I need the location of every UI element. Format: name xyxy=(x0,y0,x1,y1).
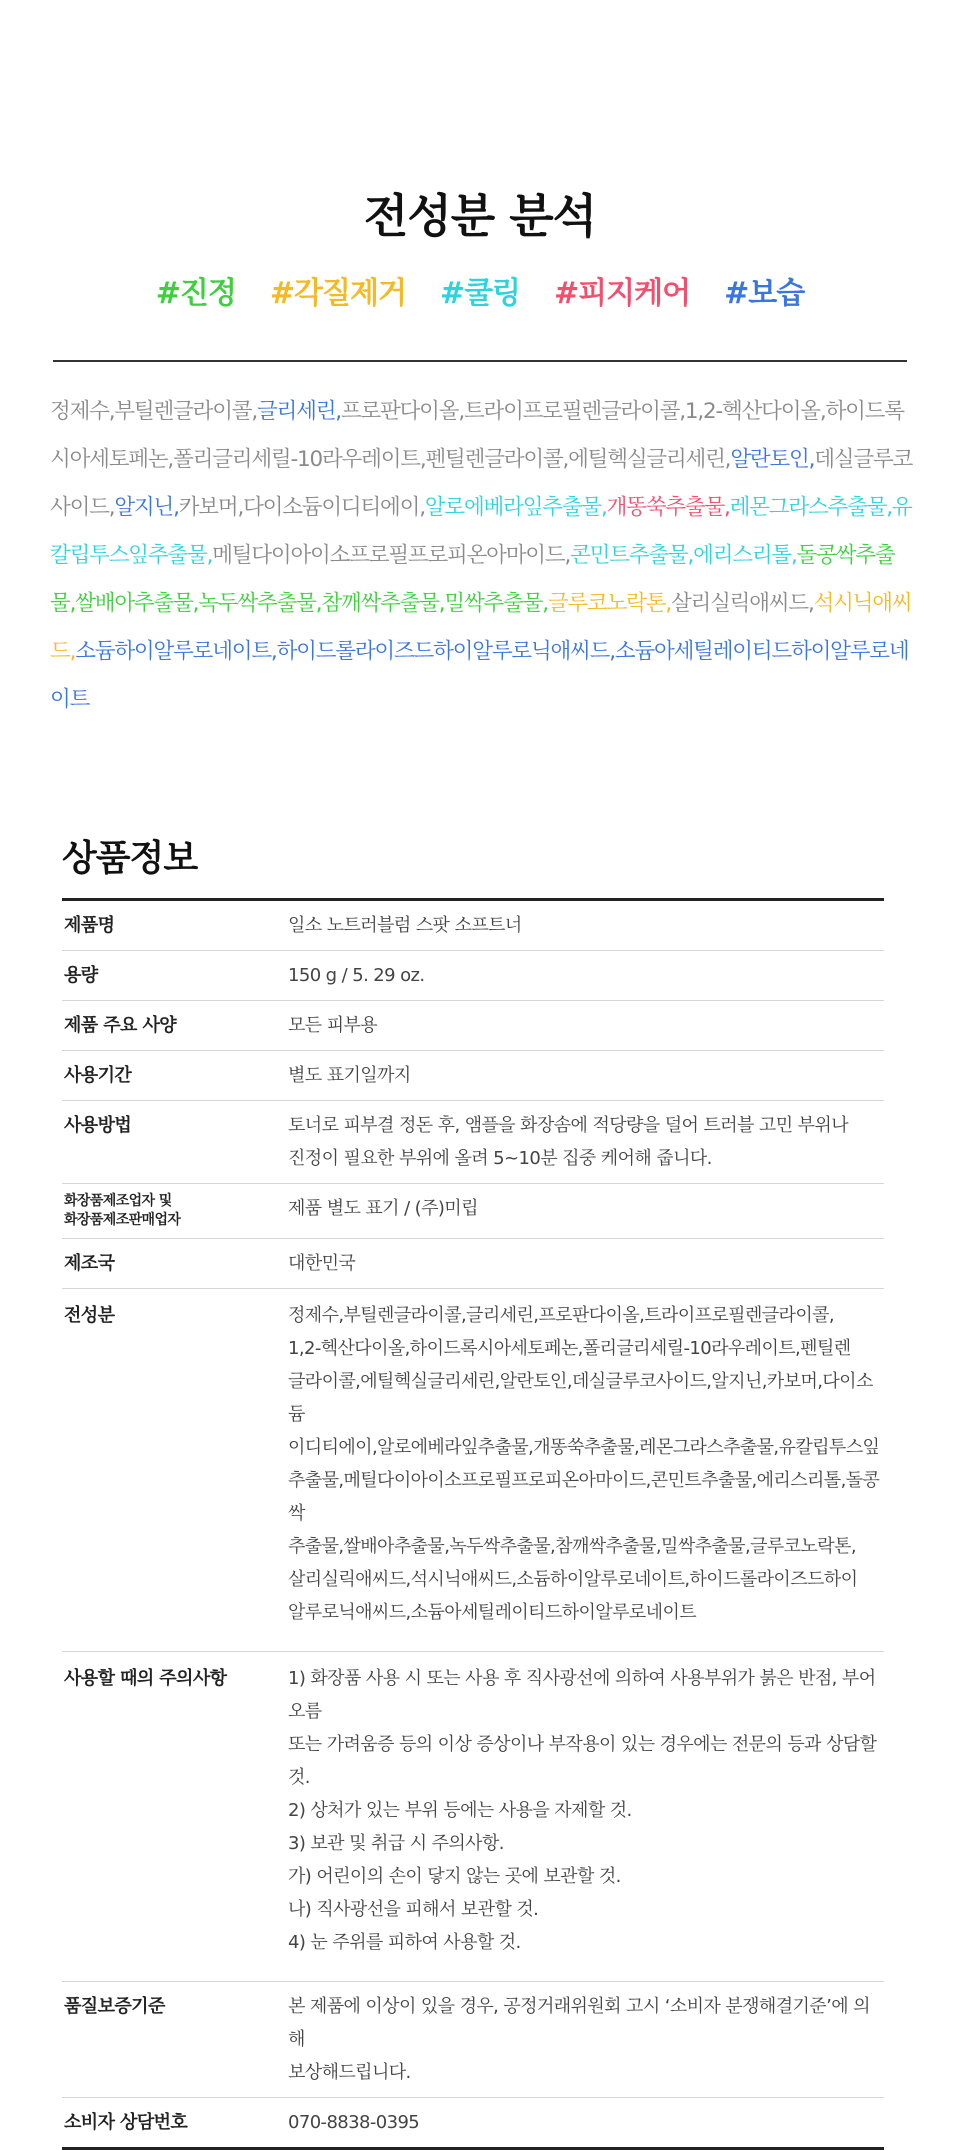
info-value xyxy=(288,1239,884,1289)
info-label: 제품 주요 사양 xyxy=(62,1001,288,1051)
ingredient: 트라이프로필렌글라이콜 xyxy=(463,399,680,424)
ingredient-analysis-text: 정제수,부틸렌글라이콜,글리세린,프로판다이올,트라이프로필렌글라이콜,1,2-헥산다이올,하이드록시아세토페논,폴리글리세릴-10라우레이트,펜틸렌글라이콜,에틸헥실글리세린,알란토인,데실글루코사이드,알지닌,카보머,다이소듐이디티에이,알로에베라잎추출물,개똥쑥추출물,레몬그라스추출물,유칼립투스잎추출물,메틸다이아이소프로필프로피온아마이드,콘민트추출물,에리스리톨,돌콩싹추출물,쌀배아추출물,녹두싹추출물,참깨싹추출물,밀싹추출물,글루코노락톤,살리실릭애씨드,석시닉애씨드,소듐하이알루로네이트,하이드롤라이즈드하이알루로닉애씨드,소듐아세틸레이티드하이알루로네이트 xyxy=(50,399,913,712)
info-value-line: 진정이 필요한 부위에 올려 5~10분 집중 케어해 줍니다. xyxy=(288,1148,712,1169)
benefit-tag: #진정 xyxy=(155,276,236,311)
info-value-line: 4) 눈 주위를 피하여 사용할 것. xyxy=(288,1932,521,1953)
info-value-line: 1,2-헥산다이올,하이드록시아세토페논,폴리글리세릴-10라우레이트,펜틸렌 xyxy=(288,1338,851,1359)
ingredient: 프로판다이올 xyxy=(340,399,459,424)
info-label-line: 화장품제조판매업자 xyxy=(64,1212,181,1228)
info-value-line: 150 g / 5. 29 oz. xyxy=(288,965,425,986)
info-row xyxy=(62,1001,884,1051)
ingredient: 레몬그라스추출물 xyxy=(729,495,887,520)
ingredient: 펜틸렌글라이콜 xyxy=(425,447,563,472)
ingredient: 알지닌 xyxy=(114,495,174,520)
ingredient: 폴리글리세릴-10라우레이트 xyxy=(173,447,420,472)
benefit-tag: #쿨링 xyxy=(439,276,521,311)
info-value-line: 살리실릭애씨드,석시닉애씨드,소듐하이알루로네이트,하이드롤라이즈드하이 xyxy=(288,1569,858,1590)
info-value-line: 나) 직사광선을 피해서 보관할 것. xyxy=(288,1899,539,1920)
ingredient: 정제수 xyxy=(50,399,109,424)
info-value-line: 070-8838-0395 xyxy=(288,2112,420,2133)
info-value xyxy=(288,2098,884,2149)
info-label: 소비자 상담번호 xyxy=(64,2112,188,2133)
info-row xyxy=(62,1051,884,1101)
info-value-line: 알루로닉애씨드,소듐아세틸레이티드하이알루로네이트 xyxy=(288,1602,697,1623)
info-value-line: 일소 노트러블럼 스팟 소프트너 xyxy=(288,915,522,936)
info-value xyxy=(288,1184,884,1239)
info-value xyxy=(288,1101,884,1184)
info-value-line: 3) 보관 및 취급 시 주의사항. xyxy=(288,1833,504,1854)
info-label: 사용방법 xyxy=(62,1101,288,1184)
info-value xyxy=(288,1001,884,1051)
ingredient: 1,2-헥산다이올 xyxy=(684,399,820,424)
benefit-tags xyxy=(0,268,960,312)
info-label: 제조국 xyxy=(62,1239,288,1289)
info-row xyxy=(62,951,884,1001)
ingredient: 글루코노락톤 xyxy=(547,591,666,616)
ingredient: 알란토인 xyxy=(730,447,809,472)
ingredients-title: 전성분 분석 xyxy=(363,189,597,243)
info-value-line: 대한민국 xyxy=(288,1253,356,1274)
ingredient: 콘민트추출물 xyxy=(570,543,688,568)
info-value-line: 모든 피부용 xyxy=(288,1015,378,1036)
ingredient: 하이드롤라이즈드하이알루로닉애씨드 xyxy=(276,639,610,664)
info-value-line: 제품 별도 표기 / (주)미립 xyxy=(288,1198,478,1219)
info-row xyxy=(62,1982,884,2098)
ingredient: 살리실릭애씨드 xyxy=(670,591,808,616)
ingredient: 참깨싹추출물 xyxy=(321,591,439,616)
info-value-line: 또는 가려움증 등의 이상 증상이나 부작용이 있는 경우에는 전문의 등과 상담할 것. xyxy=(288,1734,877,1788)
product-info-table xyxy=(62,898,884,2150)
ingredient: 글리세린 xyxy=(256,399,336,424)
info-label-line: 화장품제조업자 및 xyxy=(64,1193,172,1209)
info-value-line: 가) 어린이의 손이 닿지 않는 곳에 보관할 것. xyxy=(288,1866,621,1887)
info-label: 사용할 때의 주의사항 xyxy=(62,1652,288,1982)
info-value-line: 1) 화장품 사용 시 또는 사용 후 직사광선에 의하여 사용부위가 붉은 반점, 부어오름 xyxy=(288,1668,876,1722)
info-row xyxy=(62,1239,884,1289)
ingredient: 소듐아세틸레이티드하이알루로네이트 xyxy=(50,639,909,712)
ingredient: 석시닉애씨드 xyxy=(50,591,912,664)
info-row xyxy=(62,1101,884,1184)
ingredient: 에리스리톨 xyxy=(693,543,792,568)
ingredient: 하이드록시아세토페논 xyxy=(50,399,904,472)
info-value xyxy=(288,1982,884,2098)
product-info-title: 상품정보 xyxy=(62,838,198,879)
ingredient: 메틸다이아이소프로필프로피온아마이드 xyxy=(212,543,565,568)
ingredient: 개똥쑥추출물 xyxy=(606,495,725,520)
ingredient: 소듐하이알루로네이트 xyxy=(75,639,271,664)
info-row xyxy=(62,1289,884,1652)
ingredient: 데실글루코사이드 xyxy=(50,447,913,520)
ingredient: 밀싹추출물 xyxy=(444,591,543,616)
info-label: 품질보증기준 xyxy=(62,1982,288,2098)
ingredient: 알로에베라잎추출물 xyxy=(424,495,601,520)
ingredient: 돌콩싹추출물 xyxy=(50,543,895,616)
info-label: 제품명 xyxy=(62,900,288,951)
ingredient: 유칼립투스잎추출물 xyxy=(50,495,912,568)
ingredient: 카보머 xyxy=(178,495,238,520)
info-value-line: 본 제품에 이상이 있을 경우, 공정거래위원회 고시 ‘소비자 분쟁해결기준’에 의해 xyxy=(288,1996,870,2050)
info-value xyxy=(288,900,884,951)
info-label: 사용기간 xyxy=(62,1051,288,1101)
info-row xyxy=(62,900,884,951)
info-value-line: 정제수,부틸렌글라이콜,글리세린,프로판다이올,트라이프로필렌글라이콜, xyxy=(288,1305,835,1326)
info-value xyxy=(288,951,884,1001)
divider xyxy=(53,360,907,362)
ingredient: 에틸헥실글리세린 xyxy=(568,447,725,472)
benefit-tag: #보습 xyxy=(724,276,805,311)
info-row xyxy=(62,2098,884,2149)
info-value-line: 보상해드립니다. xyxy=(288,2062,411,2083)
info-value-line: 추출물,메틸다이아이소프로필프로피온아마이드,콘민트추출물,에리스리톨,돌콩싹 xyxy=(288,1470,880,1524)
info-value xyxy=(288,1652,884,1982)
ingredient: 쌀배아추출물 xyxy=(75,591,193,616)
ingredient: 녹두싹추출물 xyxy=(198,591,316,616)
info-value-line: 이디티에이,알로에베라잎추출물,개똥쑥추출물,레몬그라스추출물,유칼립투스잎 xyxy=(288,1437,880,1458)
info-label xyxy=(62,1184,288,1239)
info-row xyxy=(62,1652,884,1982)
ingredient: 부틸렌글라이콜 xyxy=(114,399,252,424)
info-row xyxy=(62,1184,884,1239)
info-value-line: 2) 상처가 있는 부위 등에는 사용을 자제할 것. xyxy=(288,1800,632,1821)
info-label: 전성분 xyxy=(62,1289,288,1652)
info-value-line: 토너로 피부결 정돈 후, 앰플을 화장솜에 적당량을 덜어 트러블 고민 부위나 xyxy=(288,1115,848,1136)
info-value-line: 글라이콜,에틸헥실글리세린,알란토인,데실글루코사이드,알지닌,카보머,다이소듐 xyxy=(288,1371,873,1425)
benefit-tag: #각질제거 xyxy=(269,276,406,311)
info-value xyxy=(288,1051,884,1101)
info-value xyxy=(288,1289,884,1652)
benefit-tag: #피지케어 xyxy=(554,276,691,311)
ingredient: 다이소듐이디티에이 xyxy=(243,495,420,520)
info-value-line: 추출물,쌀배아추출물,녹두싹추출물,참깨싹추출물,밀싹추출물,글루코노락톤, xyxy=(288,1536,856,1557)
info-value-line: 별도 표기일까지 xyxy=(288,1065,411,1086)
info-label: 용량 xyxy=(62,951,288,1001)
